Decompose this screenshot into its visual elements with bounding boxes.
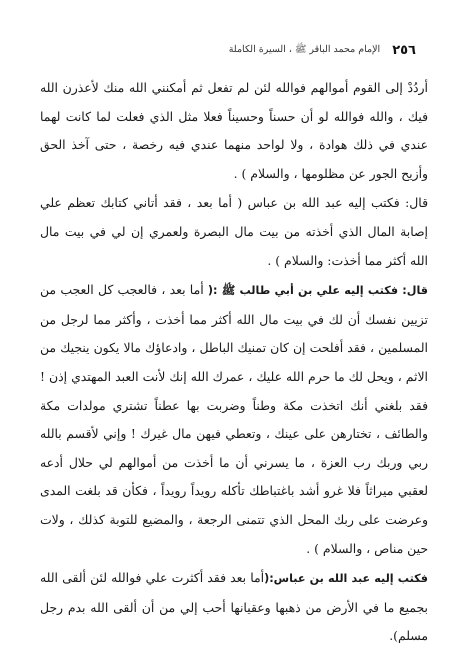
paragraph-2 <box>40 189 428 275</box>
paragraph-1 <box>40 74 428 188</box>
paragraph-text: أردُدْ إلى القوم أموالهم فوالله لئن لم تفعل ثم أمكنني الله منك لأعذرن الله فيك ، والله فوالله لو أن حسناً وحسيناً فعلا مثل الذي فعلت لما كانت لهما عندي في ذلك هوادة ، ولا لواحد منهما عندي فيه رخصة ، حتى آخذ الحق وأزيح الجور عن مظلومها ، والسلام ) . <box>40 80 428 181</box>
paragraph-text: أما بعد فقد أكثرت علي فوالله لئن ألقى الله بجميع ما في الأرض من ذهبها وعقيانها أحب إلي من أن ألقى الله بدم رجل مسلم). <box>40 570 428 644</box>
page-body <box>40 74 428 651</box>
running-title: الإمام محمد الباقر ﷺ ، السيرة الكاملة <box>228 44 381 55</box>
page-number: ٢٥٦ <box>392 42 416 58</box>
paragraph-text: قال: فكتب إليه عبد الله بن عباس ( أما بعد ، فقد أتاني كتابك تعظم علي إصابة المال الذي أخذته من بيت مال البصرة ولعمري إن لي في بيت مال الله أكثر مما أخذت: والسلام ) . <box>40 195 428 268</box>
paragraph-lead: فكتب إليه عبد الله بن عباس:( <box>264 572 428 586</box>
paragraph-4 <box>40 564 428 651</box>
paragraph-lead: قال: فكتب إليه علي بن أبي طالب ﷺ :( <box>207 284 428 298</box>
book-page <box>40 40 428 644</box>
page-header <box>40 40 416 60</box>
paragraph-text: أما بعد ، فالعجب كل العجب من تزيين نفسك أن لك في بيت مال الله أكثر مما أخذت ، وأكثر مما لرجل من المسلمين ، فقد أفلحت إن كان تمنيك الباطل ، وادعاؤك مالا يكون ينجيك من الاثم ، ويحل لك ما حرم الله عليك ، عمرك الله إنك لأنت العبد المهتدي إذن ! فقد بلغني أنك اتخذت مكة وطناً وضربت بها عطناً تشتري مولدات مكة والطائف ، تختارهن على عينك ، وتعطي فيهن مال غيرك ! وإني لأقسم بالله ربي وربك رب العزة ، ما يسرني أن ما أخذت من أموالهم لي حلال أدعه لعقبي ميراثاً فلا غرو أشد باغتباطك تأكله رويداً رويداً ، فكأن قد بلغت المدى وعرضت على ربك المحل الذي تتمنى الرجعة ، والمضيع للتوبة كذلك ، ولات حين مناص ، والسلام ) . <box>40 282 428 556</box>
paragraph-3 <box>40 276 428 563</box>
